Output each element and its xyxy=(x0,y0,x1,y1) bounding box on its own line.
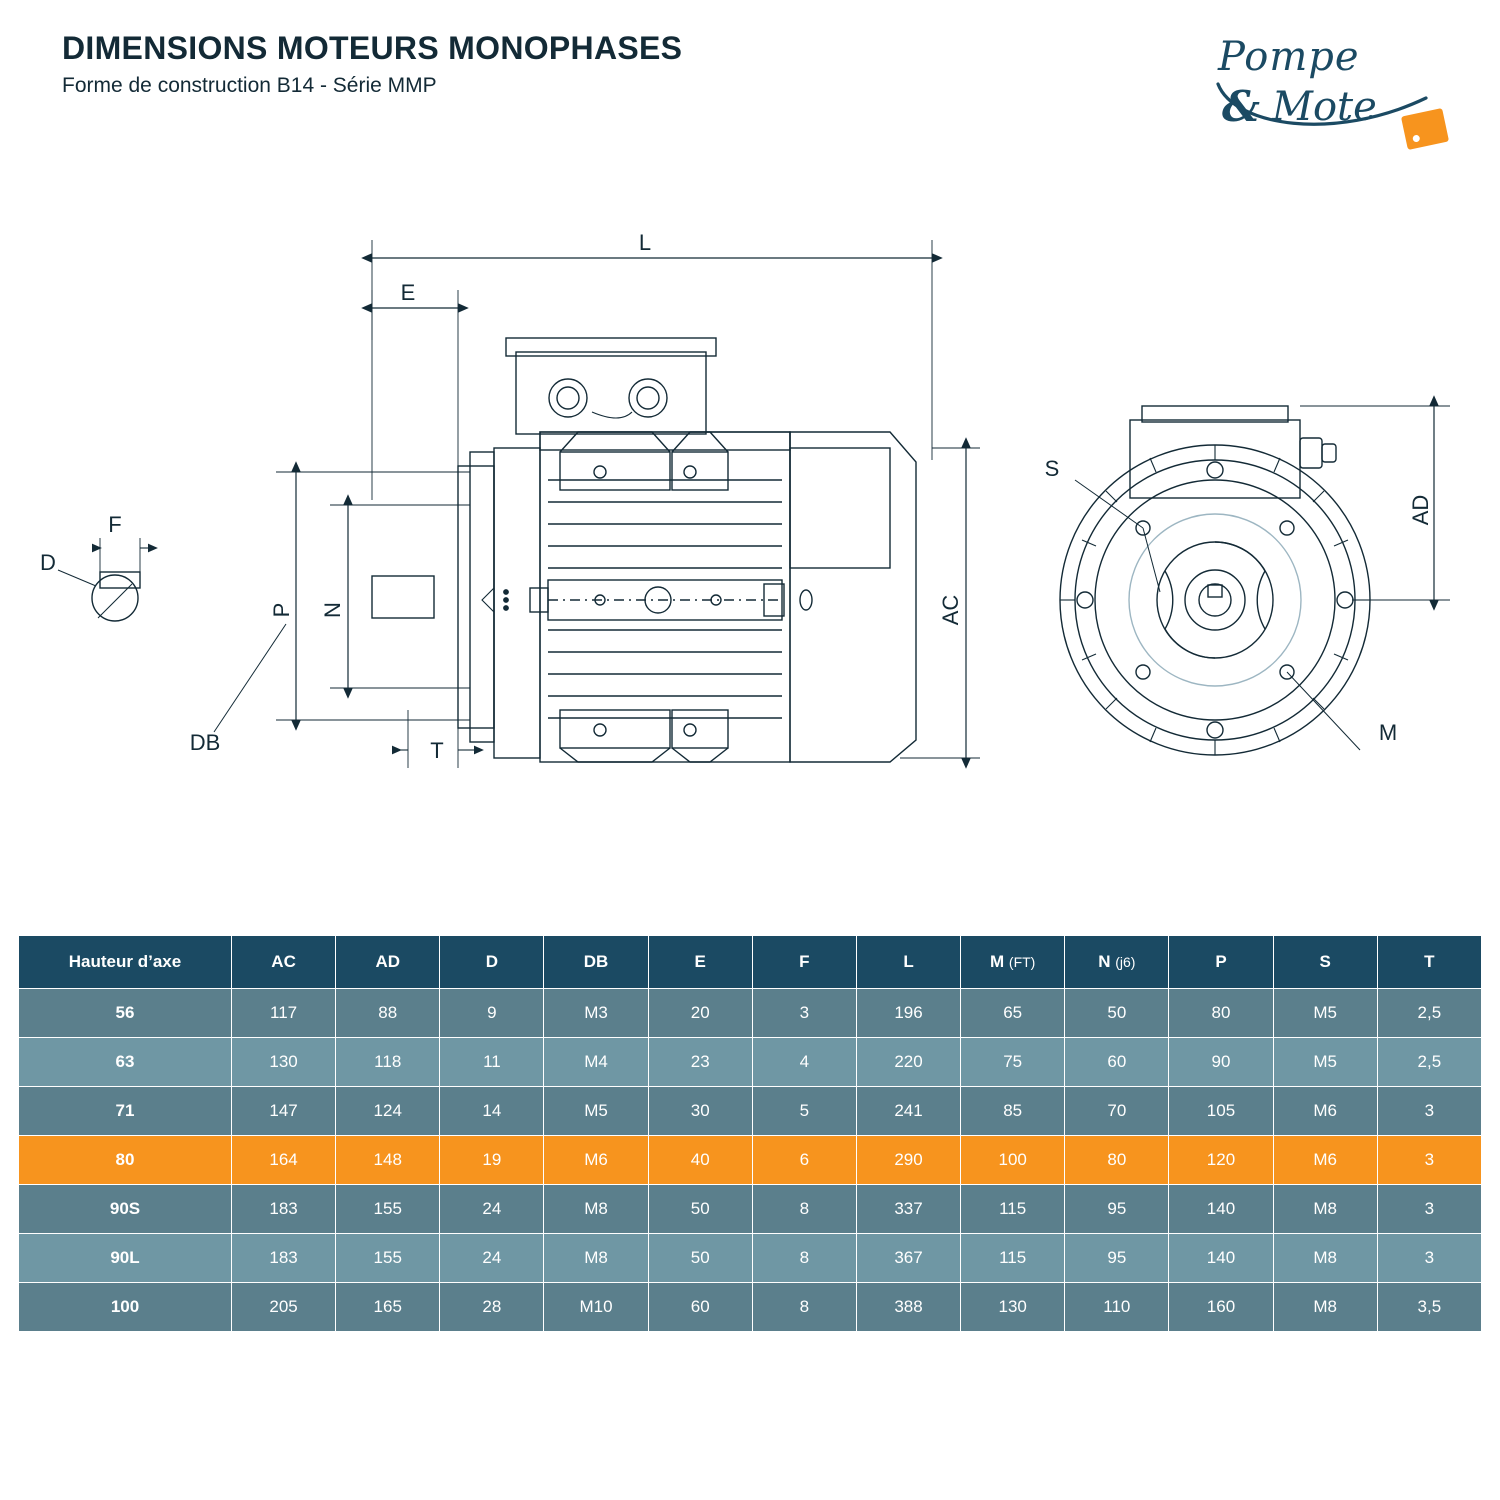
cell-db: M8 xyxy=(544,1185,648,1234)
table-body xyxy=(19,989,1482,1332)
cell-p: 80 xyxy=(1169,989,1273,1038)
cell-db: M8 xyxy=(544,1234,648,1283)
column-header-m: M (FT) xyxy=(961,936,1065,989)
cell-n: 50 xyxy=(1065,989,1169,1038)
column-header-n: N (j6) xyxy=(1065,936,1169,989)
cell-l: 196 xyxy=(856,989,960,1038)
cell-d: 14 xyxy=(440,1087,544,1136)
cell-s: M6 xyxy=(1273,1136,1377,1185)
cell-s: M5 xyxy=(1273,989,1377,1038)
table-row xyxy=(19,1038,1482,1087)
table-header-row xyxy=(19,936,1482,989)
cell-f: 6 xyxy=(752,1136,856,1185)
column-header-t: T xyxy=(1377,936,1481,989)
column-header-db: DB xyxy=(544,936,648,989)
table-row xyxy=(19,989,1482,1038)
cell-p: 90 xyxy=(1169,1038,1273,1087)
cell-m: 100 xyxy=(961,1136,1065,1185)
cell-ac: 183 xyxy=(232,1234,336,1283)
label-AD: AD xyxy=(1408,494,1433,526)
column-header-ad: AD xyxy=(336,936,440,989)
cell-l: 337 xyxy=(856,1185,960,1234)
cell-s: M8 xyxy=(1273,1185,1377,1234)
logo-text-ampersand: & xyxy=(1222,82,1260,131)
cell-l: 241 xyxy=(856,1087,960,1136)
cell-hauteur: 71 xyxy=(19,1087,232,1136)
table-row xyxy=(19,1283,1482,1332)
cell-d: 11 xyxy=(440,1038,544,1087)
page-title: DIMENSIONS MOTEURS MONOPHASES xyxy=(62,30,683,66)
cell-ac: 183 xyxy=(232,1185,336,1234)
cell-n: 95 xyxy=(1065,1185,1169,1234)
column-header-e: E xyxy=(648,936,752,989)
cell-l: 290 xyxy=(856,1136,960,1185)
cell-e: 40 xyxy=(648,1136,752,1185)
cell-e: 50 xyxy=(648,1234,752,1283)
cell-s: M6 xyxy=(1273,1087,1377,1136)
label-P: P xyxy=(269,602,294,618)
table-row xyxy=(19,1234,1482,1283)
cell-l: 220 xyxy=(856,1038,960,1087)
cell-d: 28 xyxy=(440,1283,544,1332)
cell-p: 140 xyxy=(1169,1185,1273,1234)
cell-p: 160 xyxy=(1169,1283,1273,1332)
cell-p: 120 xyxy=(1169,1136,1273,1185)
cell-t: 3 xyxy=(1377,1087,1481,1136)
cell-ad: 124 xyxy=(336,1087,440,1136)
logo-tag-icon xyxy=(1401,108,1449,150)
label-F: F xyxy=(108,512,122,537)
cell-f: 8 xyxy=(752,1283,856,1332)
cell-hauteur: 100 xyxy=(19,1283,232,1332)
cell-t: 3,5 xyxy=(1377,1283,1481,1332)
cell-n: 95 xyxy=(1065,1234,1169,1283)
cell-e: 23 xyxy=(648,1038,752,1087)
label-N: N xyxy=(320,602,345,618)
column-header-f: F xyxy=(752,936,856,989)
cell-t: 3 xyxy=(1377,1234,1481,1283)
cell-ac: 117 xyxy=(232,989,336,1038)
label-AC: AC xyxy=(938,594,963,626)
cell-d: 24 xyxy=(440,1234,544,1283)
label-D: D xyxy=(40,550,56,575)
cell-ac: 164 xyxy=(232,1136,336,1185)
brand-logo xyxy=(1214,24,1464,144)
cell-m: 75 xyxy=(961,1038,1065,1087)
column-header-ac: AC xyxy=(232,936,336,989)
label-E: E xyxy=(400,280,416,305)
cell-p: 105 xyxy=(1169,1087,1273,1136)
cell-e: 50 xyxy=(648,1185,752,1234)
label-L: L xyxy=(638,230,652,255)
cell-n: 60 xyxy=(1065,1038,1169,1087)
page-subtitle: Forme de construction B14 - Série MMP xyxy=(62,73,437,97)
logo-text-mote: Mote xyxy=(1272,84,1377,130)
table-row-highlighted xyxy=(19,1136,1482,1185)
cell-db: M10 xyxy=(544,1283,648,1332)
cell-f: 4 xyxy=(752,1038,856,1087)
cell-n: 70 xyxy=(1065,1087,1169,1136)
cell-ad: 165 xyxy=(336,1283,440,1332)
cell-ad: 148 xyxy=(336,1136,440,1185)
cell-ad: 118 xyxy=(336,1038,440,1087)
cell-db: M6 xyxy=(544,1136,648,1185)
cell-db: M3 xyxy=(544,989,648,1038)
cell-f: 8 xyxy=(752,1234,856,1283)
cell-e: 30 xyxy=(648,1087,752,1136)
cell-l: 367 xyxy=(856,1234,960,1283)
cell-f: 5 xyxy=(752,1087,856,1136)
cell-t: 3 xyxy=(1377,1136,1481,1185)
cell-ad: 155 xyxy=(336,1185,440,1234)
cell-s: M5 xyxy=(1273,1038,1377,1087)
label-T: T xyxy=(430,738,444,763)
cell-hauteur: 90S xyxy=(19,1185,232,1234)
dimensions-table xyxy=(18,935,1482,1332)
cell-f: 3 xyxy=(752,989,856,1038)
cell-m: 130 xyxy=(961,1283,1065,1332)
cell-d: 19 xyxy=(440,1136,544,1185)
column-header-s: S xyxy=(1273,936,1377,989)
cell-m: 115 xyxy=(961,1234,1065,1283)
column-header-d: D xyxy=(440,936,544,989)
cell-t: 3 xyxy=(1377,1185,1481,1234)
cell-s: M8 xyxy=(1273,1283,1377,1332)
column-header-hauteur-daxe: Hauteur d’axe xyxy=(19,936,232,989)
cell-ac: 130 xyxy=(232,1038,336,1087)
column-header-l: L xyxy=(856,936,960,989)
cell-f: 8 xyxy=(752,1185,856,1234)
cell-db: M5 xyxy=(544,1087,648,1136)
cell-hauteur: 90L xyxy=(19,1234,232,1283)
column-header-p: P xyxy=(1169,936,1273,989)
cell-m: 85 xyxy=(961,1087,1065,1136)
cell-d: 9 xyxy=(440,989,544,1038)
label-DB: DB xyxy=(189,730,221,755)
cell-ac: 147 xyxy=(232,1087,336,1136)
cell-n: 110 xyxy=(1065,1283,1169,1332)
cell-d: 24 xyxy=(440,1185,544,1234)
cell-db: M4 xyxy=(544,1038,648,1087)
cell-t: 2,5 xyxy=(1377,1038,1481,1087)
technical-drawing xyxy=(0,180,1500,920)
cell-p: 140 xyxy=(1169,1234,1273,1283)
cell-n: 80 xyxy=(1065,1136,1169,1185)
cell-l: 388 xyxy=(856,1283,960,1332)
logo-text-pompe: Pompe xyxy=(1218,34,1360,80)
cell-hauteur: 80 xyxy=(19,1136,232,1185)
cell-t: 2,5 xyxy=(1377,989,1481,1038)
cell-hauteur: 56 xyxy=(19,989,232,1038)
dimensions-table-wrap xyxy=(18,935,1482,1332)
cell-m: 115 xyxy=(961,1185,1065,1234)
label-M: M xyxy=(1378,720,1398,745)
cell-s: M8 xyxy=(1273,1234,1377,1283)
cell-e: 60 xyxy=(648,1283,752,1332)
table-row xyxy=(19,1185,1482,1234)
cell-ad: 155 xyxy=(336,1234,440,1283)
cell-ac: 205 xyxy=(232,1283,336,1332)
label-S: S xyxy=(1044,456,1060,481)
cell-e: 20 xyxy=(648,989,752,1038)
cell-ad: 88 xyxy=(336,989,440,1038)
motor-drawing-svg xyxy=(0,180,1500,920)
table-row xyxy=(19,1087,1482,1136)
cell-m: 65 xyxy=(961,989,1065,1038)
cell-hauteur: 63 xyxy=(19,1038,232,1087)
